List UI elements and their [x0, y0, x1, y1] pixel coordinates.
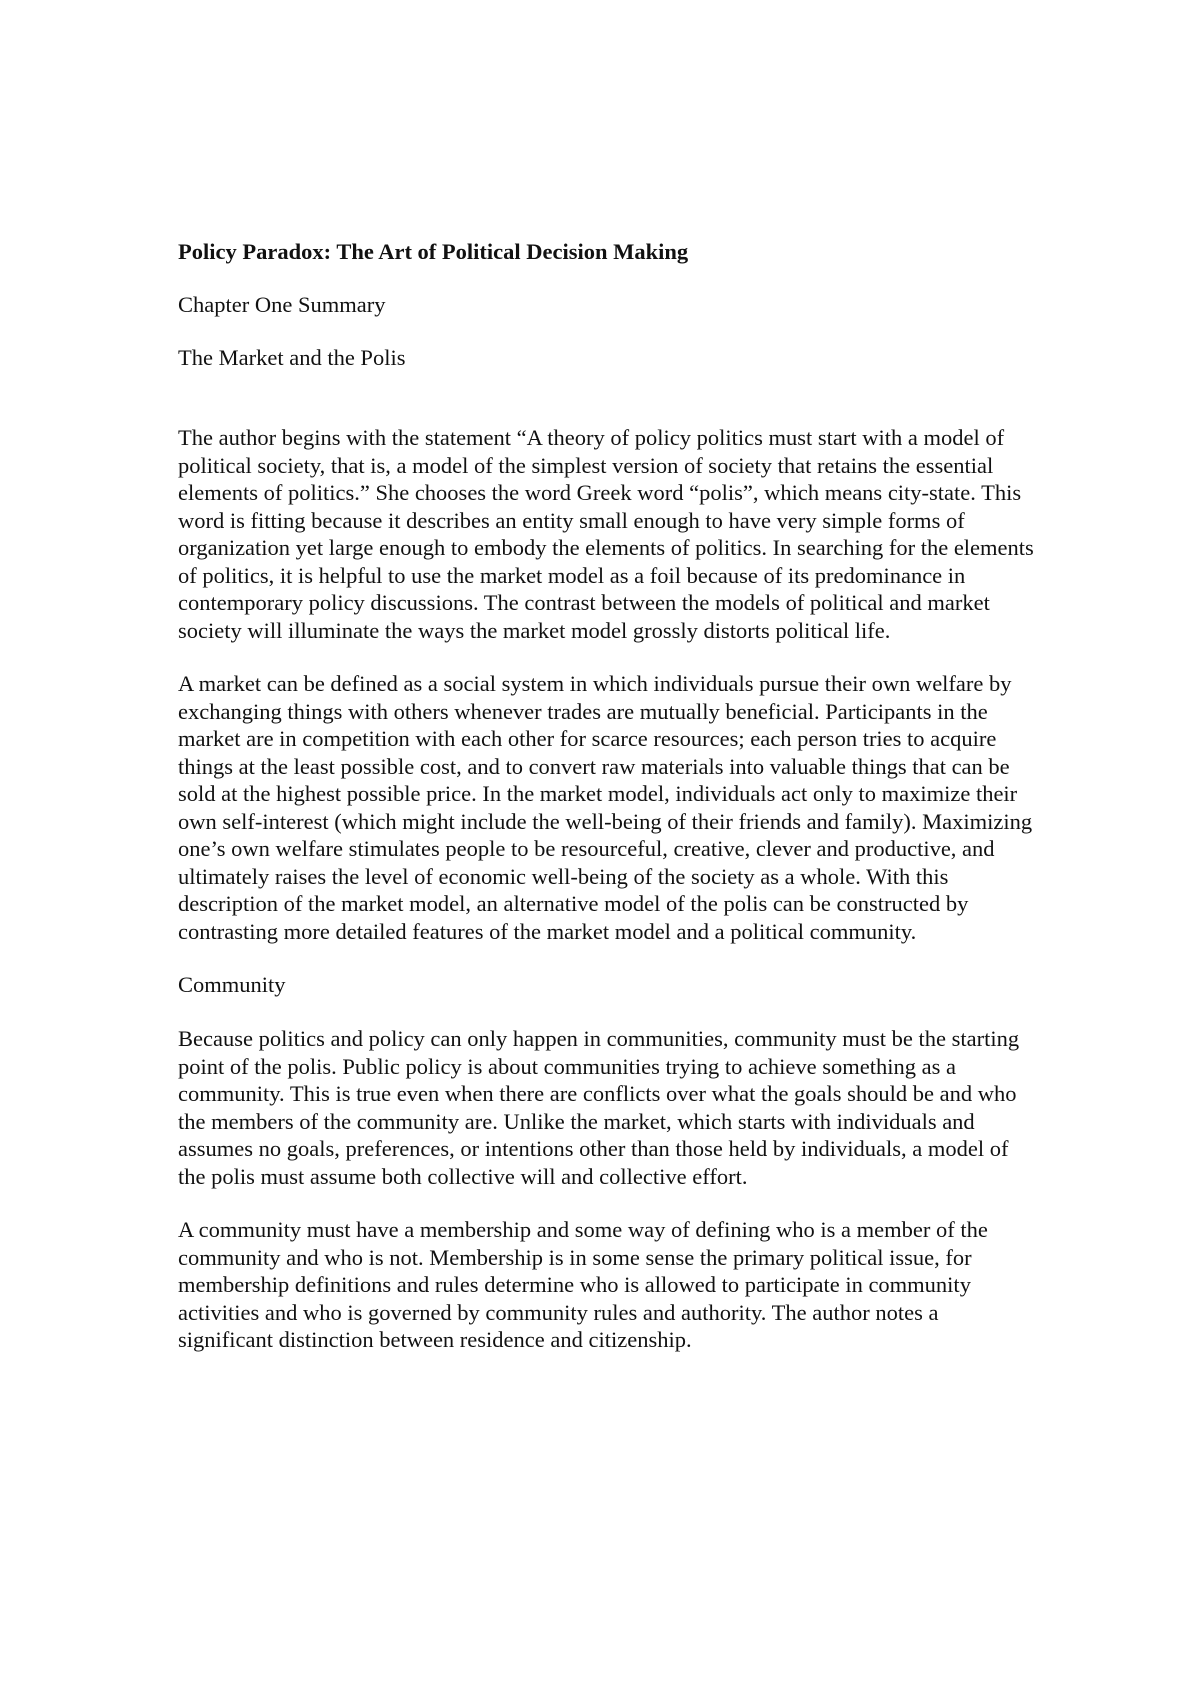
subsection-heading-community: Community	[178, 972, 286, 997]
document-title: Policy Paradox: The Art of Political Decision Making	[178, 239, 689, 264]
paragraph-intro-1: The author begins with the statement “A theory of policy politics must start with a model of political society, that is, a model of the simplest version of society that retains the essential elements of politics.” She chooses the word Greek word “polis”, which means city-state. This word is fitting because it describes an entity small enough to have very simple forms of organization yet large enough to embody the elements of politics. In searching for the elements of politics, it is helpful to use the market model as a foil because of its predominance in contemporary policy discussions. The contrast between the models of political and market society will illuminate the ways the market model grossly distorts political life.	[178, 425, 1034, 643]
document-body	[178, 238, 1038, 1380]
paragraph-community-1: Because politics and policy can only happen in communities, community must be the starting point of the polis. Public policy is about communities trying to achieve something as a community. This is true even when there are conflicts over what the goals should be and who the members of the community are. Unlike the market, which starts with individuals and assumes no goals, preferences, or intentions other than those held by individuals, a model of the polis must assume both collective will and collective effort.	[178, 1026, 1020, 1189]
paragraph-intro-2: A market can be defined as a social system in which individuals pursue their own welfare by exchanging things with others whenever trades are mutually beneficial. Participants in the market are in competition with each other for scarce resources; each person tries to acquire things at the least possible cost, and to convert raw materials into valuable things that can be sold at the highest possible price. In the market model, individuals act only to maximize their own self-interest (which might include the well-being of their friends and family). Maximizing one’s own welfare stimulates people to be resourceful, creative, clever and productive, and ultimately raises the level of economic well-being of the society as a whole. With this description of the market model, an alternative model of the polis can be constructed by contrasting more detailed features of the market model and a political community.	[178, 671, 1033, 944]
chapter-heading: Chapter One Summary	[178, 292, 386, 317]
section-heading: The Market and the Polis	[178, 345, 406, 370]
paragraph-community-2: A community must have a membership and some way of defining who is a member of the community and who is not. Membership is in some sense the primary political issue, for membership definitions and rules determine who is allowed to participate in community activities and who is governed by community rules and authority. The author notes a significant distinction between residence and citizenship.	[178, 1217, 988, 1352]
